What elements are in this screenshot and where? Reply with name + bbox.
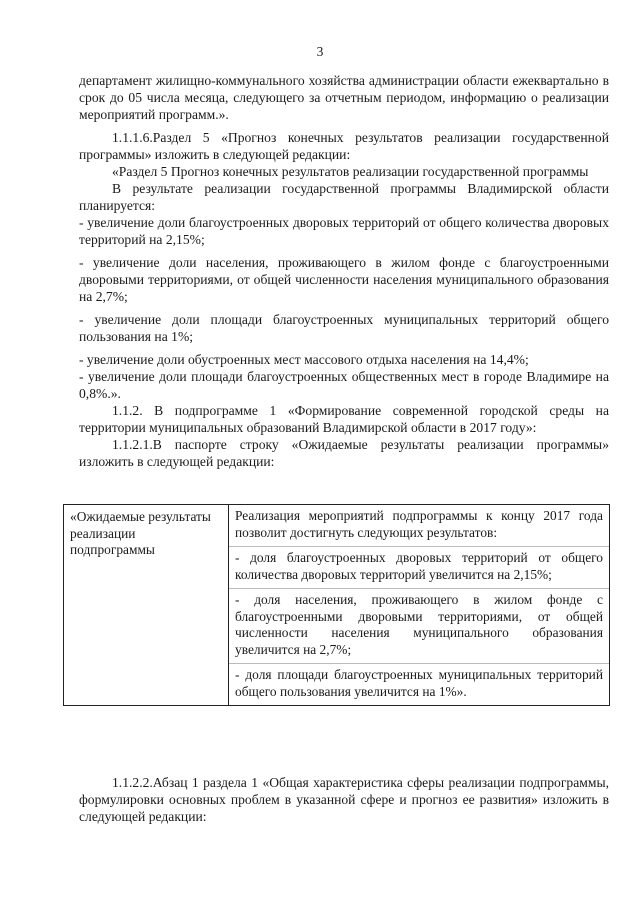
list-item-vladimir: - увеличение доли площади благоустроенных общественных мест в городе Владимире на 0,8%.». — [79, 369, 609, 401]
paragraph-subprogram1: 1.1.2. В подпрограмме 1 «Формирование современной городской среды на территории муниципальных образований Владимирской области в 2017 году»: — [79, 403, 609, 435]
list-item-recreation: - увеличение доли обустроенных мест массового отдыха населения на 14,4%; — [79, 352, 529, 367]
paragraph-section5-title: «Раздел 5 Прогноз конечных результатов реализации государственной программы — [112, 164, 589, 179]
document-body-bottom — [79, 774, 609, 825]
paragraph-planned-results: В результате реализации государственной программы Владимирской области планируется: — [79, 181, 609, 213]
result-block-yards: - доля благоустроенных дворовых территорий от общего количества дворовых территорий увеличится на 2,15%; — [229, 546, 609, 588]
result-block-public-areas: - доля площади благоустроенных муниципальных территорий общего пользования увеличится на 1%». — [229, 663, 609, 705]
result-block-intro: Реализация мероприятий подпрограммы к концу 2017 года позволит достигнуть следующих результатов: — [235, 508, 603, 540]
table-label-cell: «Ожидаемые результаты реализации подпрограммы — [64, 505, 229, 706]
paragraph-dept-report: департамент жилищно-коммунального хозяйства администрации области ежеквартально в срок до 05 числа месяца, следующего за отчетным периодом, информацию о реализации мероприятий программ.». — [79, 73, 609, 122]
page-number: 3 — [316, 44, 324, 59]
table-row — [64, 505, 610, 706]
list-item-population: - увеличение доли населения, проживающего в жилом фонде с благоустроенными дворовыми территориями, от общей численности населения муниципального образования на 2,7%; — [79, 255, 609, 304]
paragraph-passport-row: 1.1.2.1.В паспорте строку «Ожидаемые результаты реализации программы» изложить в следующей редакции: — [79, 437, 609, 469]
table-value-cell — [229, 505, 610, 706]
paragraph-section5-intro: 1.1.1.6.Раздел 5 «Прогноз конечных результатов реализации государственной программы» изложить в следующей редакции: — [79, 130, 609, 162]
result-block-population: - доля населения, проживающего в жилом фонде с благоустроенными дворовыми территориями, от общей численности населения муниципального образования увеличится на 2,7%; — [229, 588, 609, 663]
passport-table — [63, 504, 610, 706]
paragraph-section1-abzac: 1.1.2.2.Абзац 1 раздела 1 «Общая характеристика сферы реализации подпрограммы, формулировки основных проблем в указанной сфере и прогноз ее развития» изложить в следующей редакции: — [79, 775, 609, 824]
document-body — [79, 72, 609, 470]
list-item-public-areas: - увеличение доли площади благоустроенных муниципальных территорий общего пользования на 1%; — [79, 312, 609, 344]
list-item-yards: - увеличение доли благоустроенных дворовых территорий от общего количества дворовых территорий на 2,15%; — [79, 215, 609, 247]
